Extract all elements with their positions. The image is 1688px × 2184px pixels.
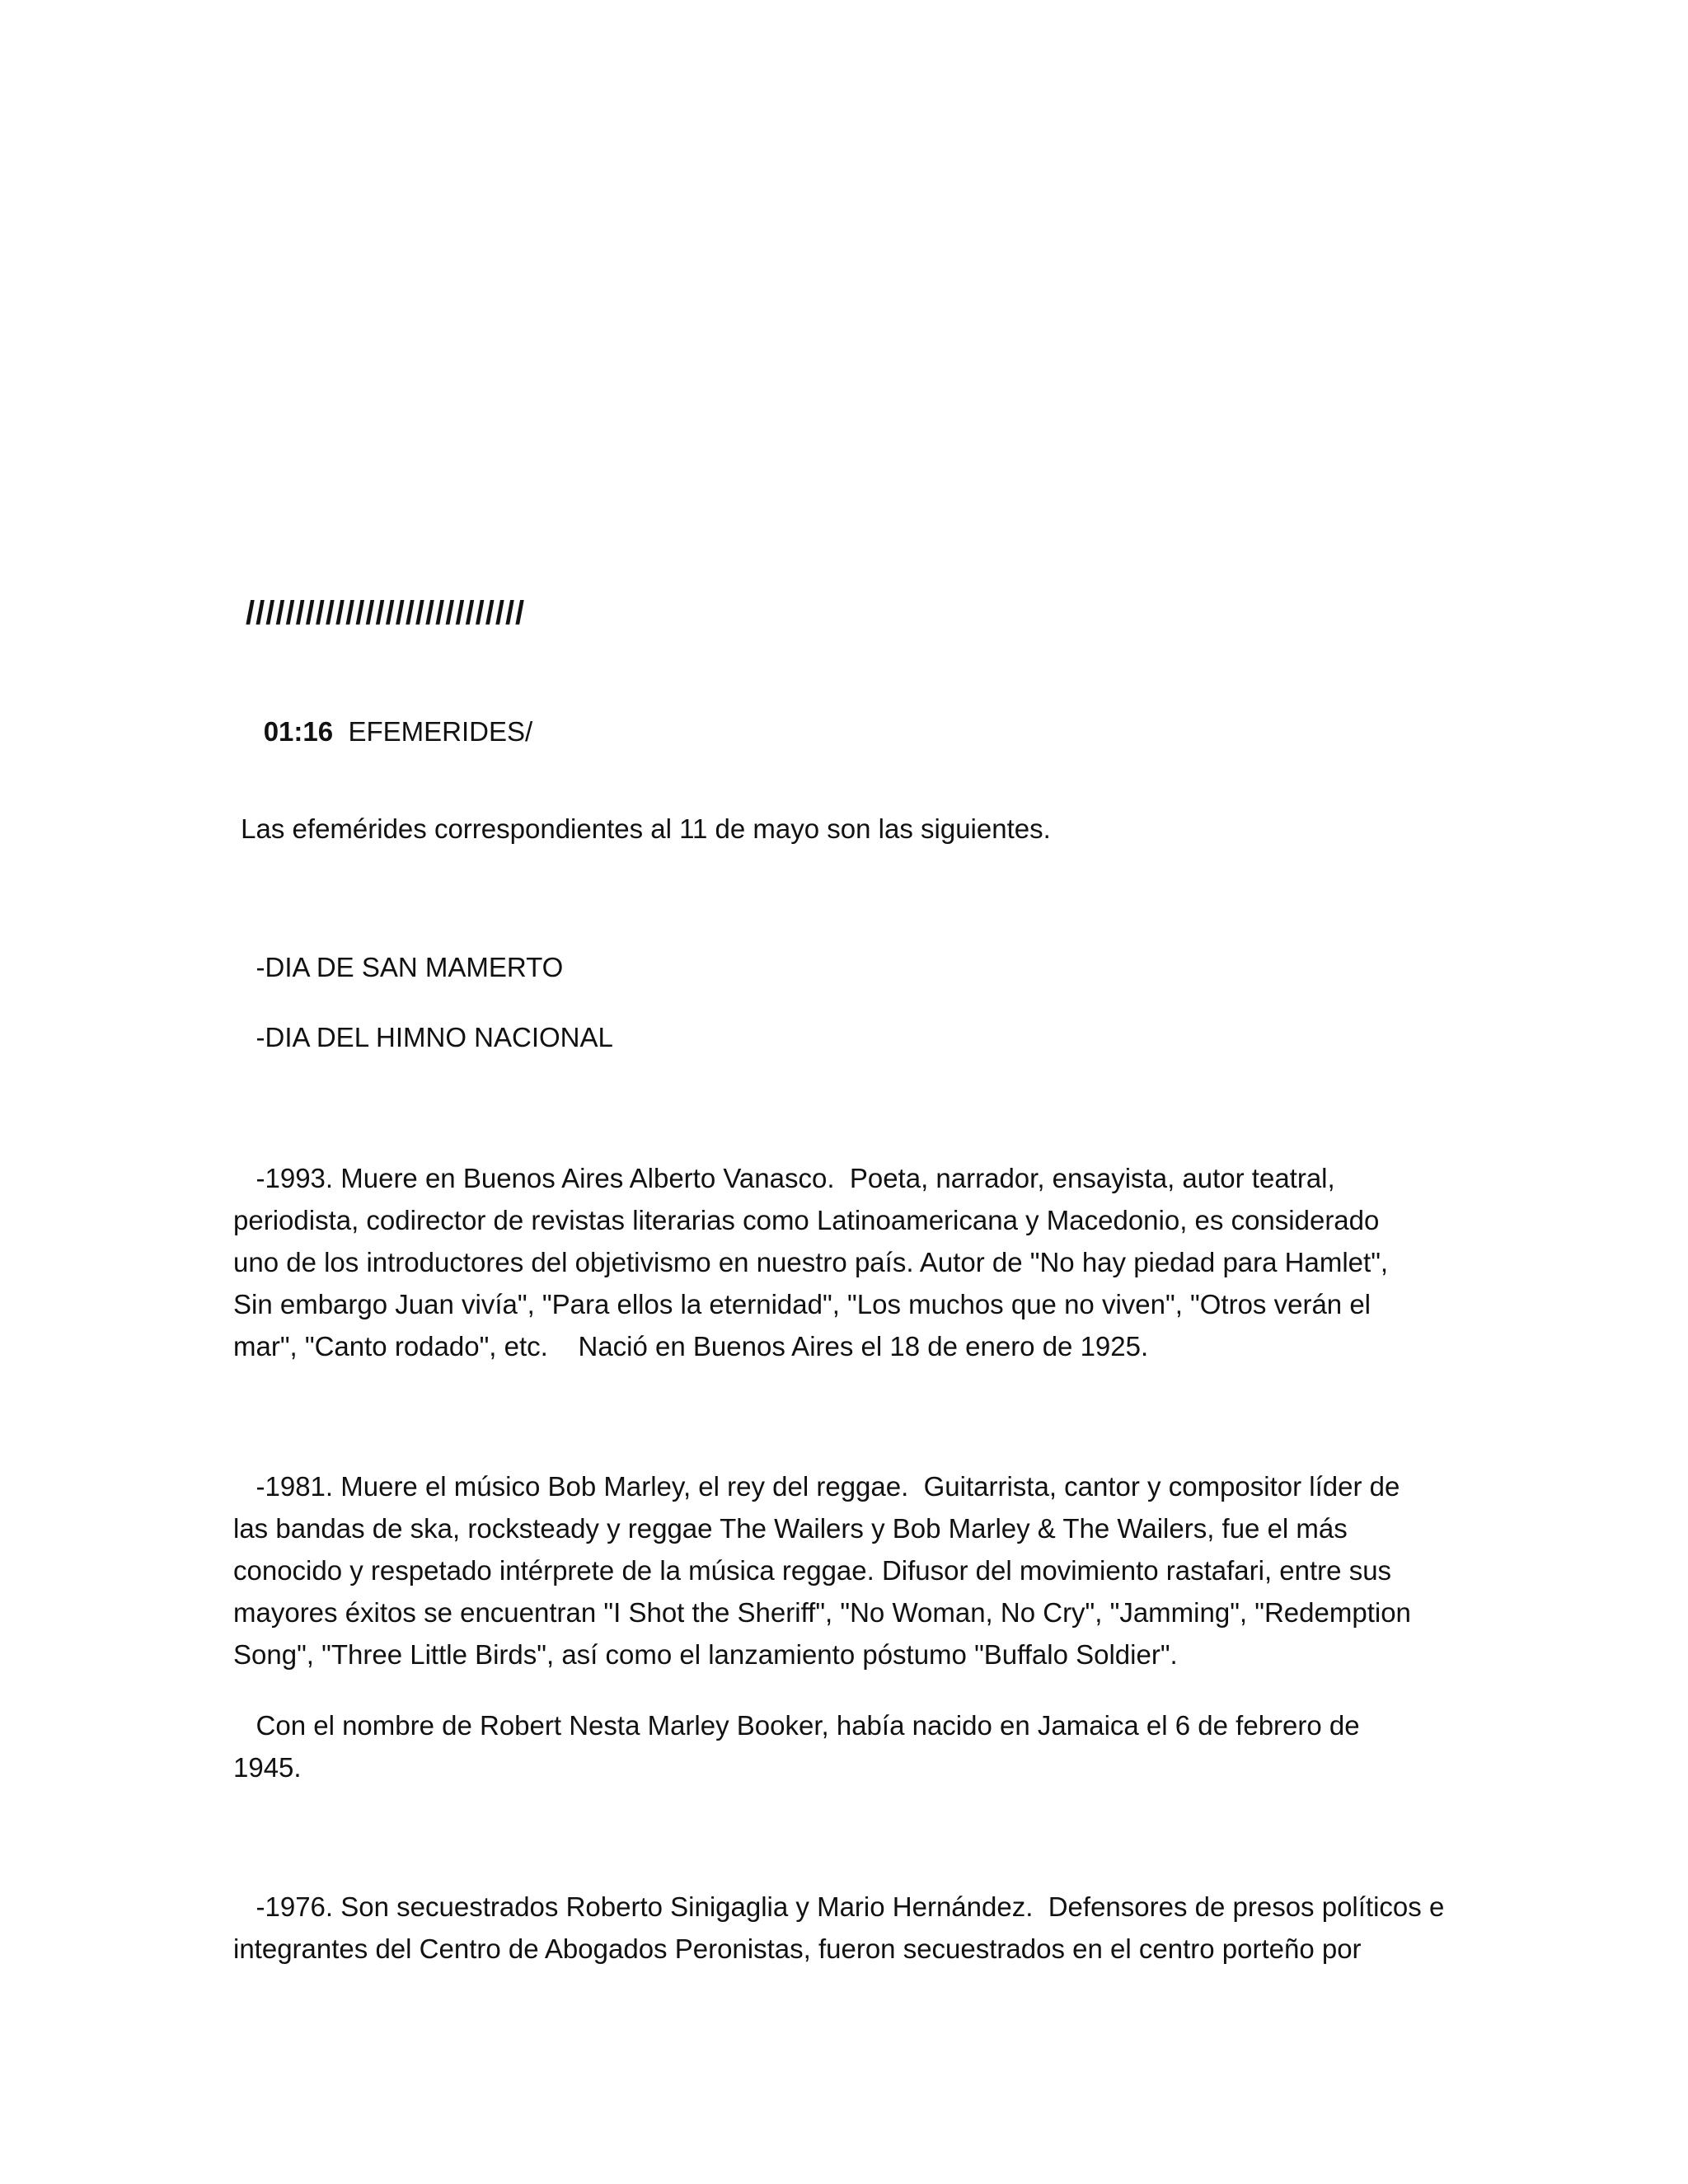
paragraph-line: uno de los introductores del objetivismo en nuestro país. Autor de "No hay piedad para Hamlet", <box>233 1247 1389 1277</box>
paragraph-line: mar", "Canto rodado", etc. Nació en Buenos Aires el 18 de enero de 1925. <box>233 1331 1149 1361</box>
paragraph-line: integrantes del Centro de Abogados Peronistas, fueron secuestrados en el centro porteño por <box>233 1933 1362 1964</box>
section-header <box>233 668 1470 794</box>
paragraph-line: 1945. <box>233 1752 302 1783</box>
intro-text: Las efemérides correspondientes al 11 de mayo son las siguientes. <box>233 813 1051 844</box>
paragraph-line: las bandas de ska, rocksteady y reggae The Wailers y Bob Marley & The Wailers, fue el más <box>233 1513 1348 1544</box>
paragraph-line: -1993. Muere en Buenos Aires Alberto Vanasco. Poeta, narrador, ensayista, autor teatral, <box>233 1163 1335 1193</box>
paragraph-line: Con el nombre de Robert Nesta Marley Booker, había nacido en Jamaica el 6 de febrero de <box>233 1710 1360 1741</box>
paragraph-line: Sin embargo Juan vivía", "Para ellos la eternidad", "Los muchos que no viven", "Otros verán el <box>233 1289 1372 1319</box>
header-time: 01:16 <box>263 716 334 747</box>
paragraph-line: conocido y respetado intérprete de la música reggae. Difusor del movimiento rastafari, entre sus <box>233 1555 1392 1586</box>
header-title: EFEMERIDES/ <box>348 716 533 747</box>
paragraph-line: mayores éxitos se encuentran "I Shot the Sheriff", "No Woman, No Cry", "Jamming", "Redemption <box>233 1597 1411 1628</box>
day-item: -DIA DE SAN MAMERTO <box>233 952 564 982</box>
paragraph-line: Song", "Three Little Birds", así como el lanzamiento póstumo "Buffalo Soldier". <box>233 1639 1178 1670</box>
paragraph-line: -1981. Muere el músico Bob Marley, el rey del reggae. Guitarrista, cantor y compositor líder de <box>233 1471 1400 1502</box>
paragraph-line: -1976. Son secuestrados Roberto Sinigaglia y Mario Hernández. Defensores de presos políticos e <box>233 1891 1445 1922</box>
day-item: -DIA DEL HIMNO NACIONAL <box>233 1022 613 1052</box>
separator-line: //////////////////////////// <box>246 595 526 631</box>
paragraph-line: periodista, codirector de revistas literarias como Latinoamericana y Macedonio, es considerado <box>233 1205 1380 1235</box>
